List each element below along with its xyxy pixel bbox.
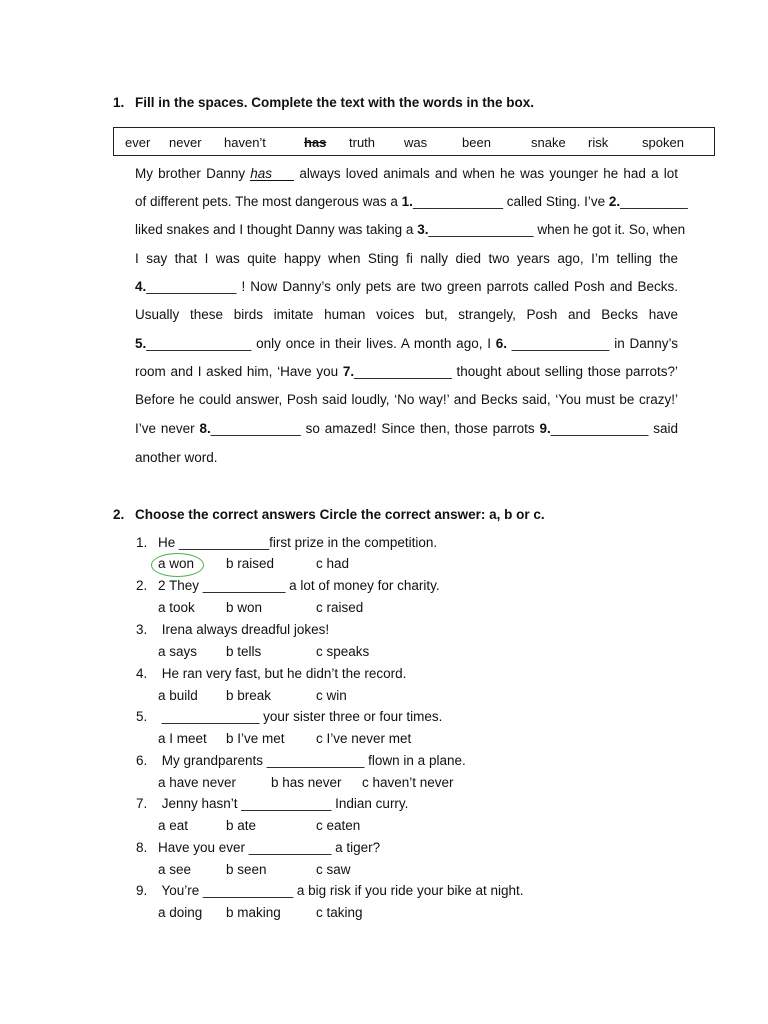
answer-gap[interactable]: _____________ (550, 421, 649, 436)
text-line: Usually these birds imitate human voices but, strangely, Posh and Becks have (135, 307, 678, 322)
question-4: 4. He ran very fast, but he didn’t the record. (136, 666, 407, 681)
option-c[interactable]: c saw (316, 862, 351, 877)
option-a[interactable]: a have never (158, 775, 237, 790)
gap-number: 4. (135, 279, 147, 294)
question-9: 9. You’re ____________ a big risk if you ride your bike at night. (136, 883, 524, 898)
option-c[interactable]: c raised (316, 600, 364, 615)
option-c[interactable]: c had (316, 556, 350, 571)
answer-gap[interactable]: ____________ (146, 279, 237, 294)
text-line: 4.____________ ! Now Danny’s only pets are two green parrots called Posh and Becks. (135, 279, 678, 294)
answer-circle-mark (151, 553, 204, 577)
question-7: 7. Jenny hasn’t ____________ Indian curry. (136, 796, 409, 811)
text-line: I say that I was quite happy when Sting fi nally died two years ago, I’m telling the (135, 251, 678, 266)
word-never: never (169, 135, 202, 150)
text-line: of different pets. The most dangerous was a 1.____________ called Sting. I’ve 2._________ (135, 194, 688, 209)
question-8: 8. Have you ever ___________ a tiger? (136, 840, 381, 855)
answer-gap[interactable]: ______________ (428, 222, 534, 237)
option-a[interactable]: a eat (158, 818, 189, 833)
answer-gap[interactable]: _________ (620, 194, 688, 209)
section2-heading (113, 507, 545, 522)
word-been: been (462, 135, 491, 150)
question-2: 2. 2 They ___________ a lot of money for charity. (136, 578, 440, 593)
gap-number: 1. (401, 194, 413, 209)
question-6: 6. My grandparents _____________ flown in a plane. (136, 753, 466, 768)
gap-number: 3. (417, 222, 429, 237)
gap-number: 6. (495, 336, 508, 351)
answer-gap[interactable]: ______________ (146, 336, 252, 351)
word-havent: haven’t (224, 135, 266, 150)
option-c[interactable]: c I’ve never met (316, 731, 412, 746)
word-was: was (404, 135, 428, 150)
option-b[interactable]: b tells (226, 644, 262, 659)
gap-number: 2. (608, 194, 621, 209)
gap-number: 9. (539, 421, 551, 436)
text-line: I’ve never 8.____________ so amazed! Since then, those parrots 9._____________ said (135, 421, 678, 436)
word-snake: snake (531, 135, 566, 150)
word-ever: ever (125, 135, 151, 150)
section1-heading (113, 95, 534, 110)
option-a[interactable]: a I meet (158, 731, 207, 746)
option-c[interactable]: c speaks (316, 644, 370, 659)
example-answer: has (250, 167, 294, 181)
answer-gap[interactable]: ____________ (412, 194, 504, 209)
text-line: Before he could answer, Posh said loudly, ‘No way!’ and Becks said, ‘You must be crazy!’ (135, 392, 678, 407)
option-b[interactable]: b raised (226, 556, 275, 571)
option-b[interactable]: b won (226, 600, 263, 615)
option-b[interactable]: b has never (271, 775, 342, 790)
option-a[interactable]: a won (158, 556, 195, 571)
option-a[interactable]: a build (158, 688, 198, 703)
option-a[interactable]: a doing (158, 905, 203, 920)
text-line: liked snakes and I thought Danny was taking a 3.______________ when he got it. So, when (135, 222, 686, 237)
word-risk: risk (588, 135, 609, 150)
word-spoken: spoken (642, 135, 684, 150)
option-b[interactable]: b ate (226, 818, 257, 833)
option-b[interactable]: b break (226, 688, 272, 703)
gap-number: 8. (199, 421, 211, 436)
option-b[interactable]: b seen (226, 862, 267, 877)
answer-gap[interactable]: ____________ (210, 421, 301, 436)
word-box (113, 127, 715, 156)
gap-number: 7. (342, 364, 355, 379)
gap-number: 5. (135, 336, 147, 351)
section1-instruction: Fill in the spaces. Complete the text with the words in the box. (135, 95, 535, 110)
text-line: My brother Danny has always loved animals and when he was younger he had a lot (135, 166, 679, 181)
answer-gap[interactable]: _____________ (354, 364, 452, 379)
answer-gap[interactable]: _____________ (507, 336, 610, 351)
section1-number: 1. (113, 95, 125, 110)
option-c[interactable]: c taking (316, 905, 363, 920)
text-line: 5.______________ only once in their lives. A month ago, I 6. _____________ in Danny’s (135, 336, 679, 351)
question-3: 3. Irena always dreadful jokes! (136, 622, 330, 637)
section2-instruction: Choose the correct answers Circle the correct answer: a, b or c. (135, 507, 545, 522)
option-b[interactable]: b I’ve met (226, 731, 285, 746)
option-b[interactable]: b making (226, 905, 281, 920)
section2-number: 2. (113, 507, 125, 522)
text-line: room and I asked him, ‘Have you 7._____________ thought about selling those parrots?’ (135, 364, 678, 379)
question-5: 5. _____________ your sister three or four times. (136, 709, 443, 724)
word-has-struck: has (304, 135, 327, 150)
text-line: another word. (135, 450, 218, 465)
option-a[interactable]: a see (158, 862, 192, 877)
word-truth: truth (349, 135, 376, 150)
option-c[interactable]: c win (316, 688, 347, 703)
option-a[interactable]: a took (158, 600, 195, 615)
question-1: 1. He ____________first prize in the competition. (136, 535, 438, 550)
option-c[interactable]: c eaten (316, 818, 361, 833)
option-a[interactable]: a says (158, 644, 198, 659)
option-c[interactable]: c haven’t never (362, 775, 454, 790)
